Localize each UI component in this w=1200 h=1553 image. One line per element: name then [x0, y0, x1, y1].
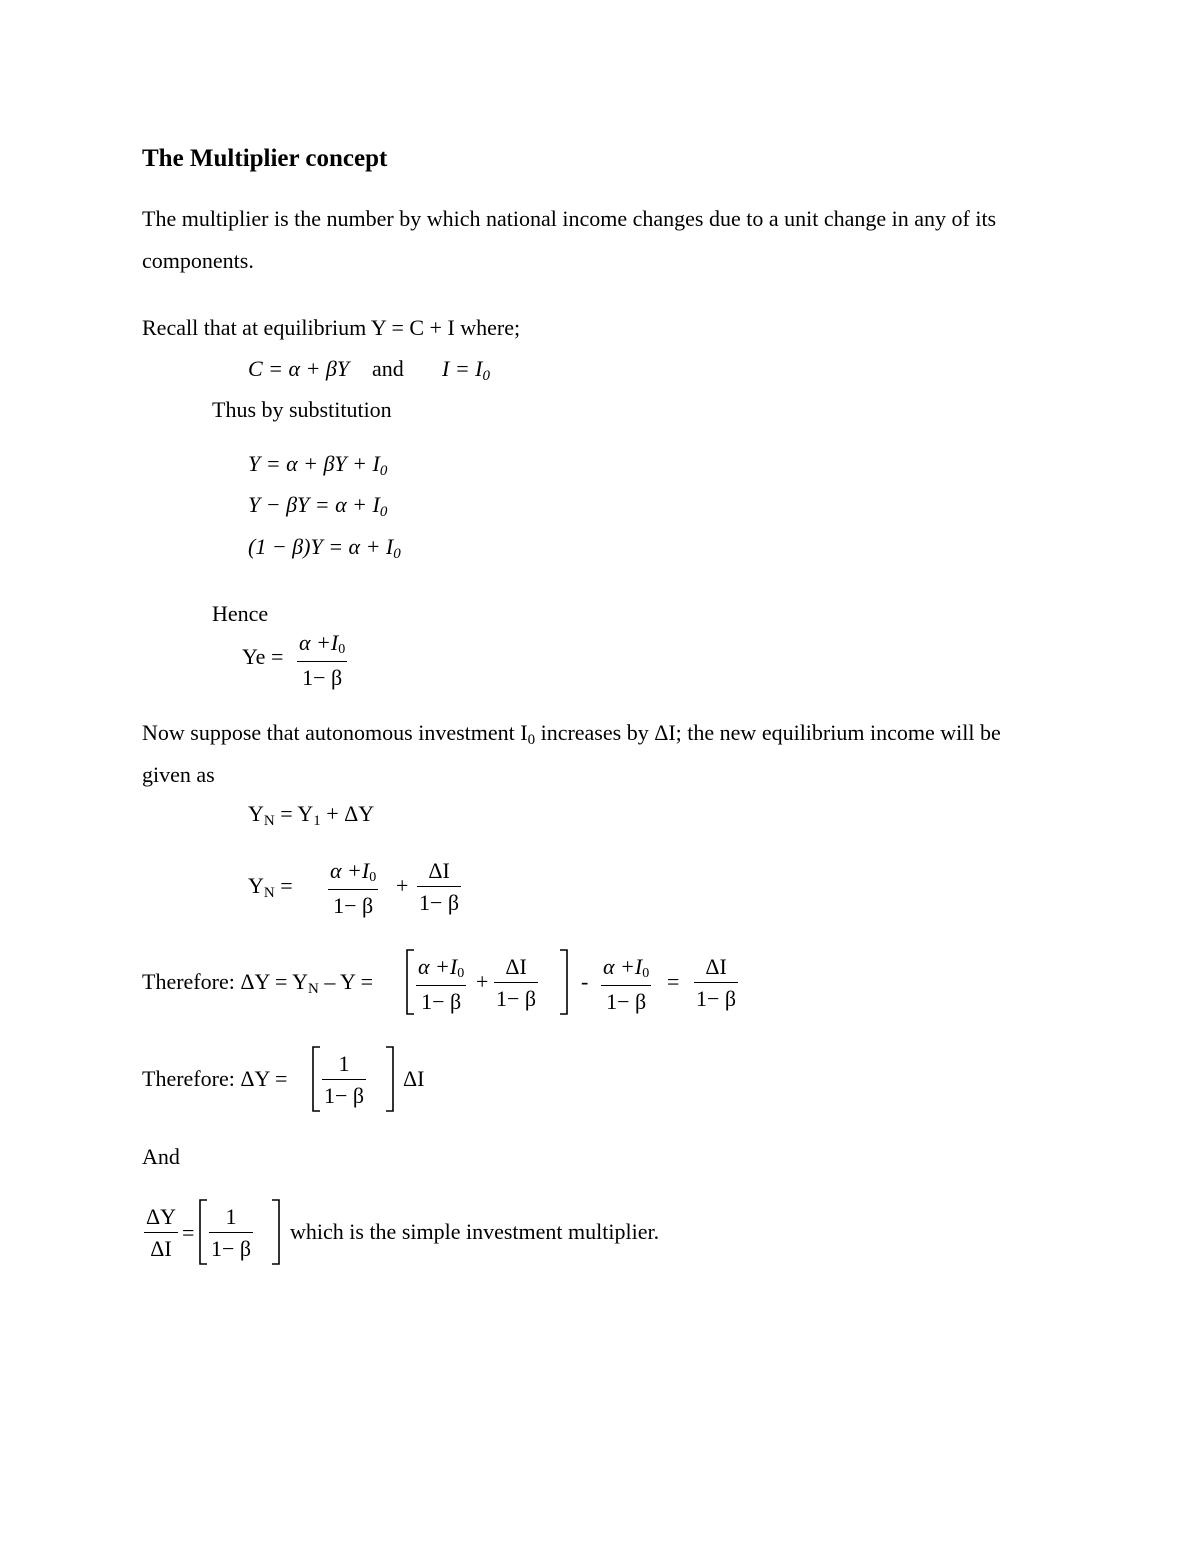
plus-sign: + — [476, 969, 489, 994]
yn-identity: $Y_N = Y_1 + \Delta Y$ — [248, 801, 375, 829]
multiplier-lhs-fraction: ΔY ΔI — [146, 1204, 177, 1261]
substitution-step-3: $(1 - \beta)Y = \alpha + I_0$ — [248, 534, 401, 562]
and-label: and — [372, 356, 404, 381]
therefore-1-fraction-2: ΔI 1− β — [496, 954, 537, 1011]
ye-fraction — [297, 632, 347, 689]
and-heading: And — [142, 1144, 180, 1169]
right-bracket — [384, 1045, 396, 1113]
equals-sign: = — [182, 1220, 195, 1245]
recall-text: Recall that at equilibrium Y = C + I where; — [142, 315, 521, 340]
substitution-step-1: $Y = \alpha + \beta Y + I_0$ — [248, 451, 388, 479]
yn-fraction-1: α +I0 1− β — [330, 858, 377, 918]
ye-numerator: α +I0 — [299, 630, 346, 657]
therefore-1-label: Therefore: $\Delta Y = Y_N - Y$ = — [142, 969, 374, 997]
now-suppose-line-2: given as — [142, 762, 215, 787]
therefore-1-fraction-3: α +I0 1− β — [603, 954, 650, 1014]
left-bracket — [310, 1045, 322, 1113]
equation-consumption: C = α + βY — [248, 356, 350, 381]
left-bracket — [404, 948, 416, 1016]
thus-text: Thus by substitution — [212, 397, 392, 422]
yn-lhs: $Y_N$ = — [248, 873, 293, 901]
plus-sign: + — [396, 873, 409, 898]
now-suppose-line-1: Now suppose that autonomous investment $I_0$ increases by ΔI; the new equilibrium income will be — [142, 720, 1001, 748]
hence-label: Hence — [212, 601, 269, 626]
right-bracket — [558, 948, 570, 1016]
equation-investment: $I = I_0$ — [442, 356, 490, 384]
therefore-2-fraction: 1 1− β — [324, 1051, 365, 1108]
multiplier-fraction: 1 1− β — [211, 1204, 252, 1261]
therefore-1-fraction-1: α +I0 1− β — [418, 954, 465, 1014]
ye-lhs: Ye = — [242, 644, 284, 669]
therefore-2-label: Therefore: ΔY = — [142, 1066, 288, 1091]
ye-denominator: 1− β — [302, 665, 343, 690]
equals-sign: = — [667, 969, 680, 994]
left-bracket — [197, 1198, 209, 1266]
therefore-1-fraction-4: ΔI 1− β — [696, 954, 737, 1011]
delta-i: ΔI — [403, 1066, 425, 1091]
intro-line-1: The multiplier is the number by which national income changes due to a unit change in any of its — [142, 206, 997, 231]
page-title: The Multiplier concept — [142, 145, 388, 172]
minus-sign: - — [581, 969, 589, 994]
right-bracket — [270, 1198, 282, 1266]
intro-line-2: components. — [142, 248, 254, 273]
multiplier-description: which is the simple investment multiplier. — [290, 1219, 660, 1244]
fraction-bar — [297, 661, 347, 662]
substitution-step-2: $Y - \beta Y = \alpha + I_0$ — [248, 492, 388, 520]
yn-fraction-2: ΔI 1− β — [419, 858, 460, 915]
